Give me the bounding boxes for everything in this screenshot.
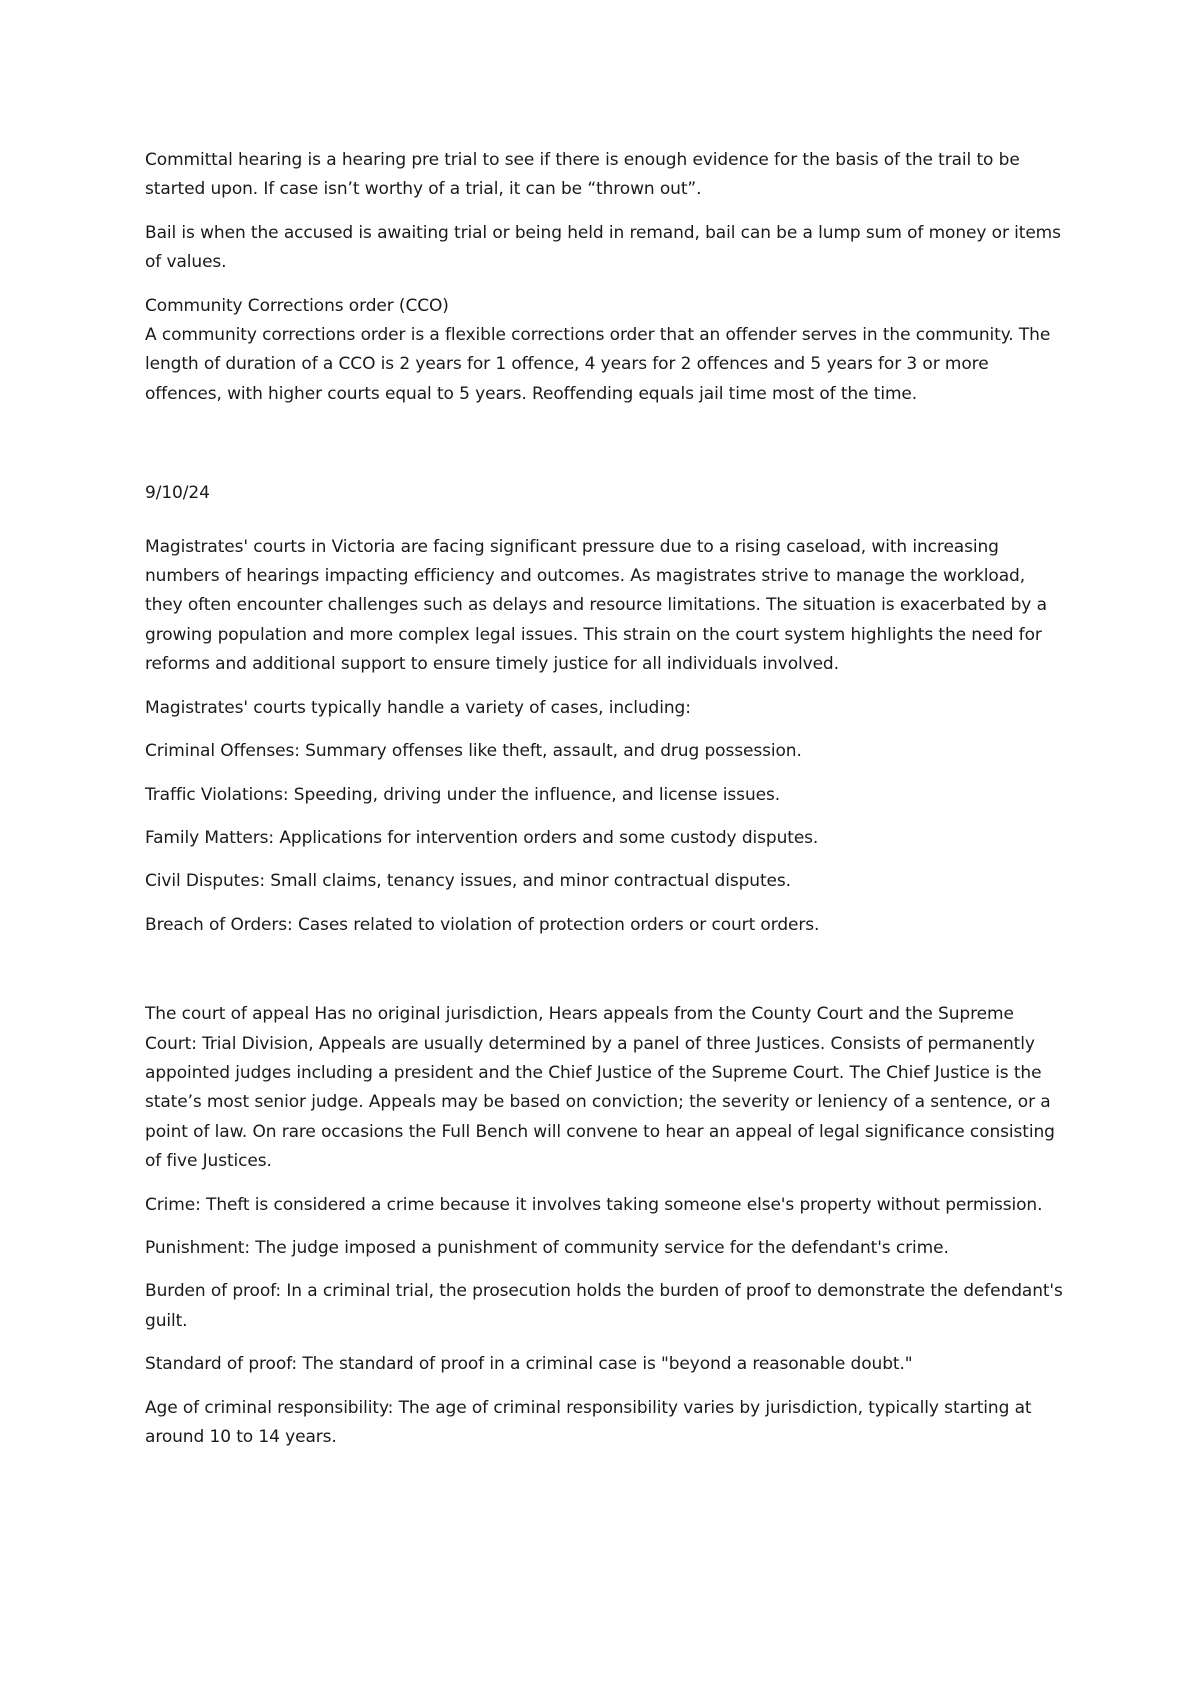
definition-item: Crime: Theft is considered a crime because it involves taking someone else's property without permission. xyxy=(145,1194,1043,1215)
case-type-item: Traffic Violations: Speeding, driving under the influence, and license issues. xyxy=(145,784,781,805)
case-type-item: Civil Disputes: Small claims, tenancy issues, and minor contractual disputes. xyxy=(145,871,791,892)
definition-item: Punishment: The judge imposed a punishment of community service for the defendant's crime. xyxy=(145,1237,949,1258)
date-heading: 9/10/24 xyxy=(145,483,210,504)
bail-paragraph: Bail is when the accused is awaiting trial or being held in remand, bail can be a lump sum of money or items of values. xyxy=(145,222,1061,273)
definition-item: Burden of proof: In a criminal trial, the prosecution holds the burden of proof to demonstrate the defendant's guilt. xyxy=(145,1281,1063,1331)
magistrates-intro: Magistrates' courts typically handle a variety of cases, including: xyxy=(145,697,691,718)
magistrates-paragraph: Magistrates' courts in Victoria are facing significant pressure due to a rising caseload, with increasing numbers of hearings impacting efficiency and outcomes. As magistrates strive to manage the workload, they often encounter challenges such as delays and resource limitations. The situation is exacerbated by a growing population and more complex legal issues. This strain on the court system highlights the need for reforms and additional support to ensure timely justice for all individuals involved. xyxy=(145,536,1047,675)
committal-hearing-paragraph: Committal hearing is a hearing pre trial to see if there is enough evidence for the basis of the trail to be started upon. If case isn’t worthy of a trial, it can be “thrown out”. xyxy=(145,150,1020,200)
cco-heading: Community Corrections order (CCO) xyxy=(145,295,449,316)
definition-item: Age of criminal responsibility: The age of criminal responsibility varies by jurisdiction, typically starting at around 10 to 14 years. xyxy=(145,1397,1032,1447)
definition-item: Standard of proof: The standard of proof in a criminal case is "beyond a reasonable doubt." xyxy=(145,1354,913,1375)
case-type-item: Family Matters: Applications for intervention orders and some custody disputes. xyxy=(145,827,819,848)
court-of-appeal-paragraph: The court of appeal Has no original jurisdiction, Hears appeals from the County Court and the Supreme Court: Trial Division, Appeals are usually determined by a panel of three Justices. Consists of permanently appointed judges including a president and the Chief Justice of the Supreme Court. The Chief Justice is the state’s most senior judge. Appeals may be based on conviction; the severity or leniency of a sentence, or a point of law. On rare occasions the Full Bench will convene to hear an appeal of legal significance consisting of five Justices. xyxy=(145,1004,1055,1172)
case-type-item: Breach of Orders: Cases related to violation of protection orders or court orders. xyxy=(145,914,820,935)
case-type-item: Criminal Offenses: Summary offenses like theft, assault, and drug possession. xyxy=(145,741,802,762)
document-page xyxy=(145,146,1065,1452)
cco-paragraph: A community corrections order is a flexible corrections order that an offender serves in the community. The length of duration of a CCO is 2 years for 1 offence, 4 years for 2 offences and 5 years for 3 or more offences, with higher courts equal to 5 years. Reoffending equals jail time most of the time. xyxy=(145,325,1051,404)
